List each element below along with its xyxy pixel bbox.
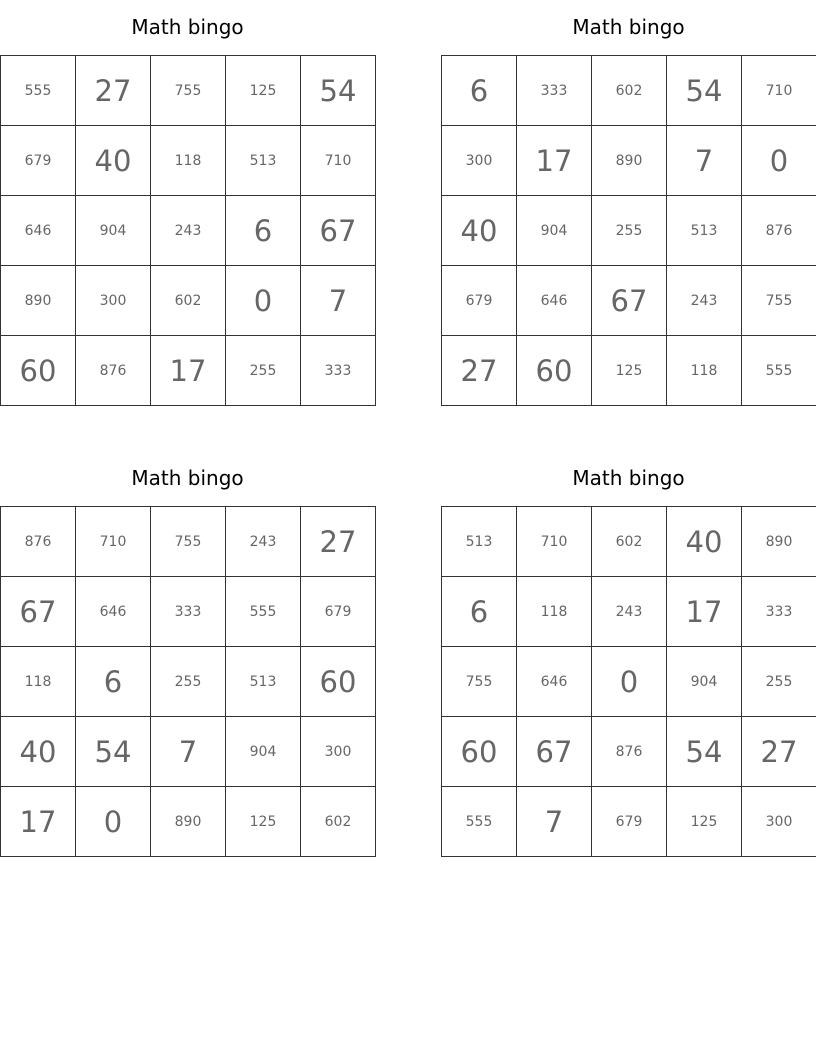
bingo-cell: 54 (667, 717, 742, 787)
bingo-cell: 60 (301, 647, 376, 717)
bingo-cell: 602 (592, 507, 667, 577)
bingo-cell: 300 (76, 266, 151, 336)
bingo-row (442, 126, 816, 196)
bingo-cell: 255 (742, 647, 816, 717)
bingo-cell: 755 (151, 507, 226, 577)
bingo-cell: 40 (442, 196, 517, 266)
bingo-cell: 646 (76, 577, 151, 647)
bingo-cell: 6 (226, 196, 301, 266)
bingo-cell: 876 (742, 196, 816, 266)
bingo-cell: 710 (517, 507, 592, 577)
bingo-cell: 555 (1, 56, 76, 126)
bingo-cell: 17 (667, 577, 742, 647)
bingo-row (442, 266, 816, 336)
bingo-cell: 125 (667, 787, 742, 857)
bingo-cell: 125 (592, 336, 667, 406)
bingo-cell: 118 (517, 577, 592, 647)
bingo-row (442, 577, 816, 647)
bingo-row (1, 787, 376, 857)
bingo-row (442, 717, 816, 787)
bingo-cell: 755 (742, 266, 816, 336)
bingo-row (442, 196, 816, 266)
bingo-cell: 27 (76, 56, 151, 126)
bingo-cell: 67 (301, 196, 376, 266)
bingo-cell: 602 (151, 266, 226, 336)
bingo-cell: 555 (742, 336, 816, 406)
bingo-cell: 890 (742, 507, 816, 577)
bingo-cell: 0 (592, 647, 667, 717)
bingo-cell: 646 (1, 196, 76, 266)
bingo-cell: 255 (151, 647, 226, 717)
bingo-cell: 300 (301, 717, 376, 787)
bingo-cell: 125 (226, 56, 301, 126)
bingo-cell: 118 (151, 126, 226, 196)
bingo-cell: 54 (667, 56, 742, 126)
bingo-row (442, 507, 816, 577)
bingo-cell: 255 (592, 196, 667, 266)
bingo-cell: 255 (226, 336, 301, 406)
bingo-cell: 17 (151, 336, 226, 406)
bingo-cell: 27 (301, 507, 376, 577)
bingo-cell: 67 (592, 266, 667, 336)
card-title: Math bingo (572, 15, 685, 39)
bingo-grid (441, 506, 816, 857)
bingo-cell: 904 (667, 647, 742, 717)
bingo-cell: 60 (517, 336, 592, 406)
bingo-cell: 755 (442, 647, 517, 717)
bingo-cell: 67 (517, 717, 592, 787)
bingo-cell: 27 (742, 717, 816, 787)
bingo-cell: 7 (517, 787, 592, 857)
bingo-row (1, 577, 376, 647)
bingo-cell: 300 (742, 787, 816, 857)
bingo-cell: 60 (442, 717, 517, 787)
bingo-cell: 890 (592, 126, 667, 196)
bingo-grid (0, 55, 376, 406)
bingo-cell: 6 (442, 577, 517, 647)
bingo-cell: 54 (301, 56, 376, 126)
bingo-cell: 555 (226, 577, 301, 647)
bingo-cell: 876 (76, 336, 151, 406)
bingo-cell: 710 (301, 126, 376, 196)
bingo-cell: 513 (667, 196, 742, 266)
bingo-row (1, 266, 376, 336)
bingo-cell: 876 (1, 507, 76, 577)
bingo-cell: 890 (1, 266, 76, 336)
bingo-cell: 646 (517, 266, 592, 336)
bingo-grid (441, 55, 816, 406)
bingo-cell: 876 (592, 717, 667, 787)
bingo-cell: 679 (592, 787, 667, 857)
bingo-cell: 755 (151, 56, 226, 126)
bingo-cell: 333 (517, 56, 592, 126)
bingo-row (1, 56, 376, 126)
card-title: Math bingo (131, 15, 244, 39)
bingo-cell: 118 (1, 647, 76, 717)
bingo-cell: 513 (442, 507, 517, 577)
bingo-row (1, 717, 376, 787)
bingo-cell: 513 (226, 647, 301, 717)
bingo-cell: 513 (226, 126, 301, 196)
card-title: Math bingo (572, 466, 685, 490)
bingo-cell: 904 (76, 196, 151, 266)
bingo-cell: 243 (151, 196, 226, 266)
bingo-cell: 60 (1, 336, 76, 406)
bingo-cell: 40 (667, 507, 742, 577)
bingo-cell: 679 (301, 577, 376, 647)
bingo-cell: 0 (76, 787, 151, 857)
bingo-cell: 904 (517, 196, 592, 266)
bingo-cell: 40 (1, 717, 76, 787)
bingo-cell: 710 (742, 56, 816, 126)
bingo-cell: 40 (76, 126, 151, 196)
bingo-cell: 243 (592, 577, 667, 647)
bingo-row (442, 787, 816, 857)
bingo-cell: 333 (742, 577, 816, 647)
bingo-cell: 27 (442, 336, 517, 406)
bingo-cell: 333 (151, 577, 226, 647)
bingo-cell: 7 (151, 717, 226, 787)
bingo-grid (0, 506, 376, 857)
bingo-cell: 7 (667, 126, 742, 196)
bingo-cell: 243 (667, 266, 742, 336)
bingo-cell: 602 (301, 787, 376, 857)
bingo-cell: 300 (442, 126, 517, 196)
bingo-cell: 333 (301, 336, 376, 406)
bingo-cell: 6 (442, 56, 517, 126)
bingo-cell: 0 (226, 266, 301, 336)
bingo-cell: 0 (742, 126, 816, 196)
bingo-row (1, 196, 376, 266)
bingo-cell: 602 (592, 56, 667, 126)
bingo-cell: 125 (226, 787, 301, 857)
bingo-row (1, 126, 376, 196)
bingo-cell: 67 (1, 577, 76, 647)
bingo-row (442, 336, 816, 406)
card-title: Math bingo (131, 466, 244, 490)
bingo-cell: 17 (517, 126, 592, 196)
bingo-cell: 118 (667, 336, 742, 406)
bingo-cell: 243 (226, 507, 301, 577)
bingo-cell: 679 (442, 266, 517, 336)
bingo-cell: 646 (517, 647, 592, 717)
bingo-row (442, 647, 816, 717)
bingo-row (1, 647, 376, 717)
bingo-cell: 54 (76, 717, 151, 787)
bingo-cell: 7 (301, 266, 376, 336)
bingo-cell: 6 (76, 647, 151, 717)
bingo-row (442, 56, 816, 126)
bingo-cell: 17 (1, 787, 76, 857)
bingo-row (1, 507, 376, 577)
bingo-cell: 679 (1, 126, 76, 196)
bingo-cell: 710 (76, 507, 151, 577)
bingo-cell: 555 (442, 787, 517, 857)
bingo-cell: 904 (226, 717, 301, 787)
bingo-row (1, 336, 376, 406)
bingo-cell: 890 (151, 787, 226, 857)
